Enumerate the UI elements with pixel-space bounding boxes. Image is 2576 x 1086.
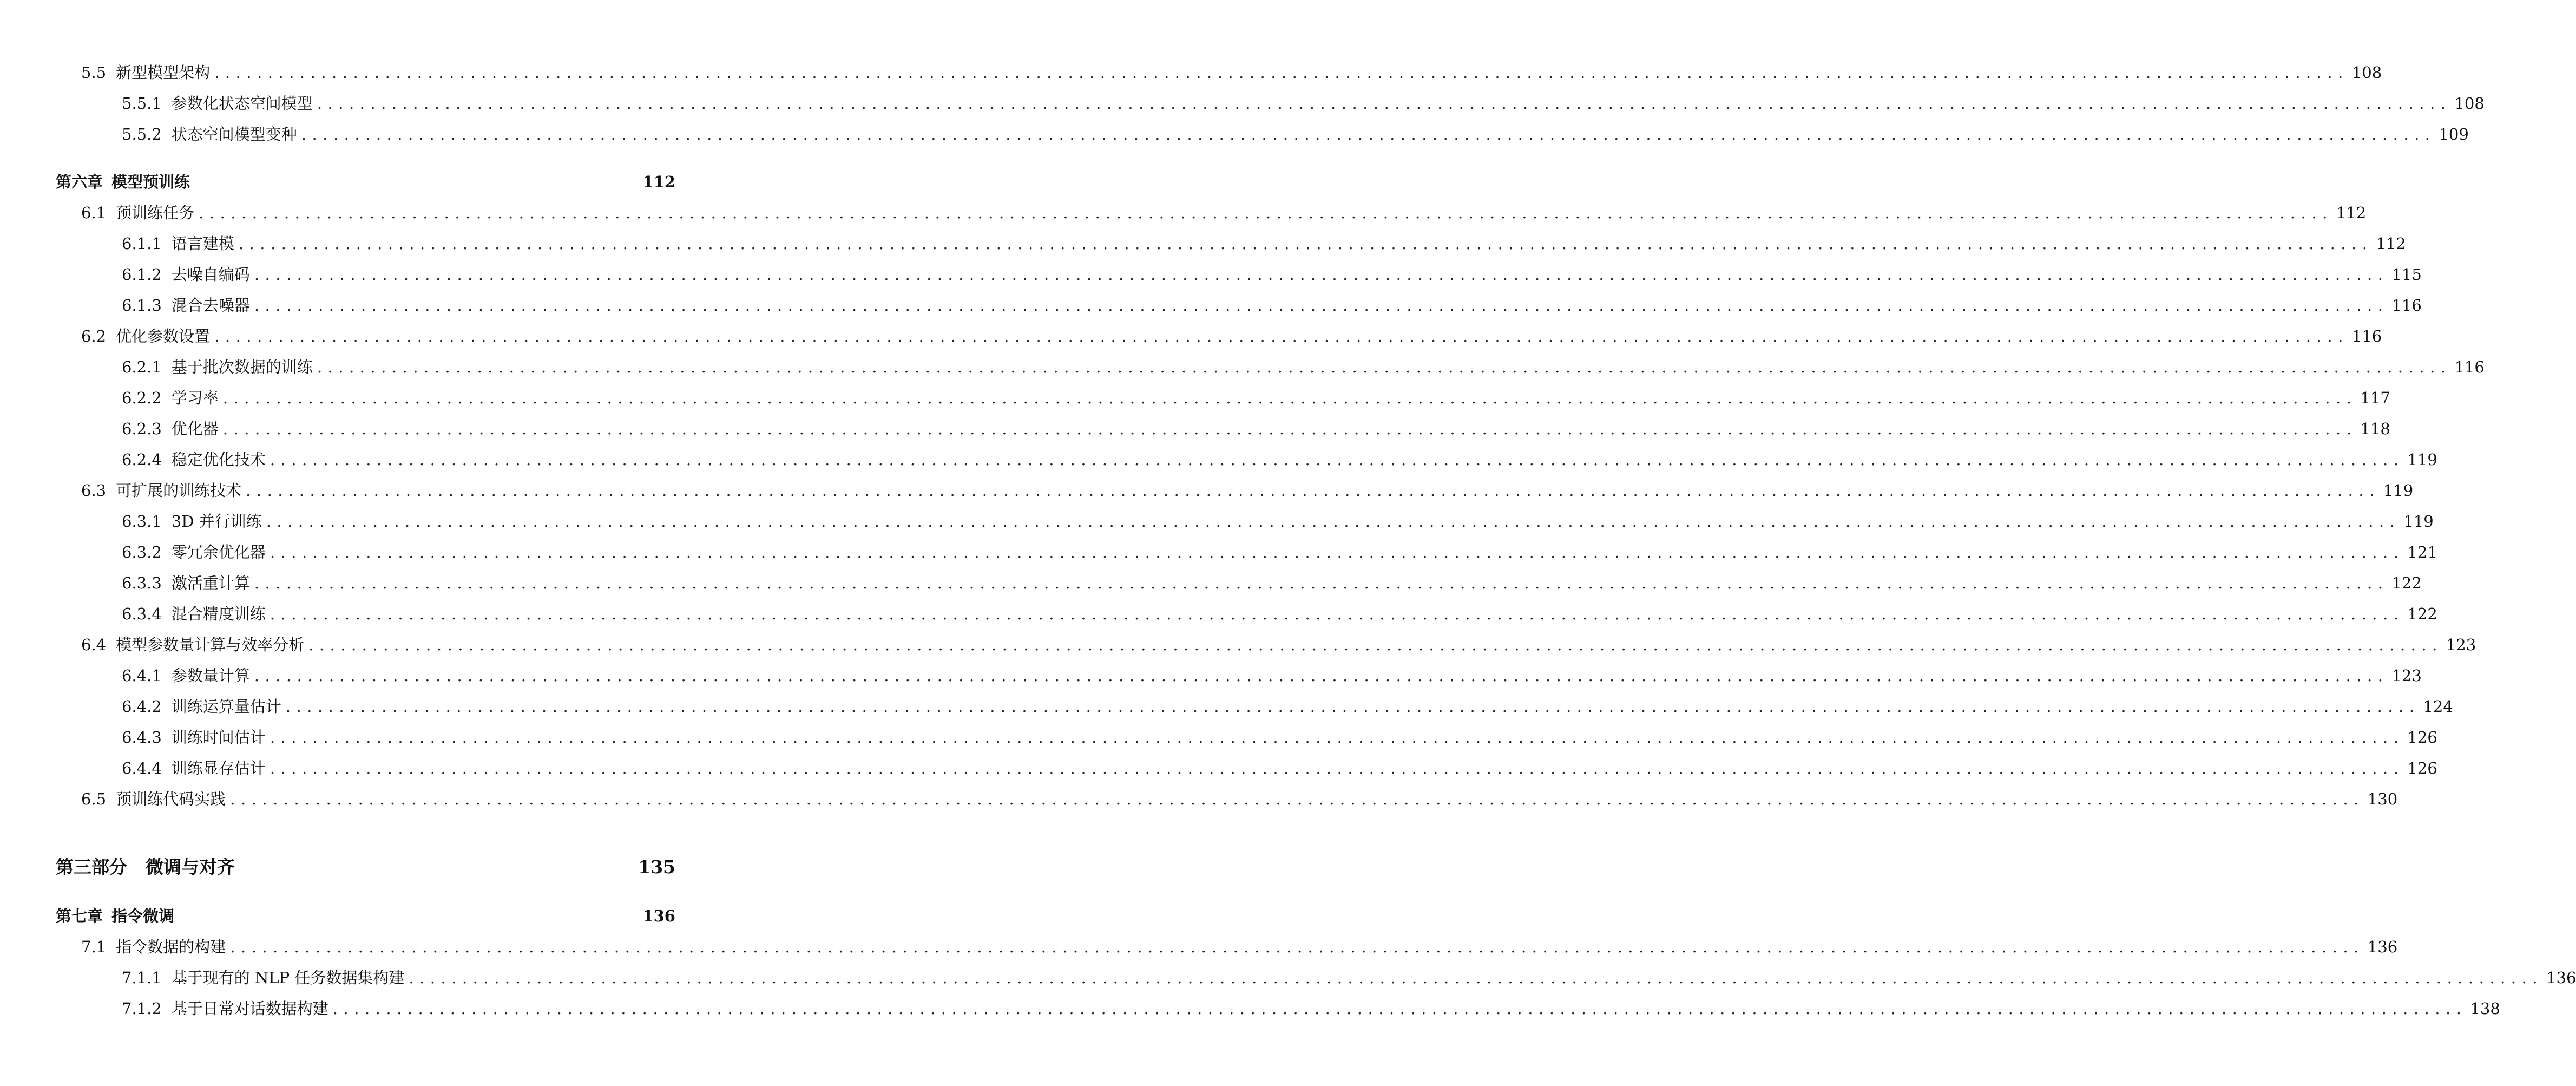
toc-entry-title: 指令微调: [111, 907, 175, 925]
toc-entry-title: 新型模型架构: [116, 63, 211, 82]
toc-entry-number: 7.1.2: [122, 999, 162, 1018]
toc-entry-sec[interactable]: [56, 325, 2382, 347]
toc-entry-number: 6.2.1: [122, 358, 162, 376]
toc-entry-sub[interactable]: [56, 233, 2406, 254]
toc-entry-sub[interactable]: [56, 387, 2390, 409]
toc-entry-title: 混合去噪器: [171, 296, 250, 315]
toc-entry-number: 6.3.2: [122, 543, 162, 561]
toc-entry-title: 可扩展的训练技术: [116, 481, 242, 500]
toc-entry-number: 6.4.4: [122, 759, 162, 777]
toc-entry-page: 135: [638, 856, 675, 878]
toc-entry-page: 121: [2407, 543, 2437, 561]
toc-entry-title: 预训练代码实践: [116, 790, 226, 808]
toc-entry-sec[interactable]: [56, 634, 2476, 656]
toc-entry-title: 模型预训练: [111, 173, 190, 191]
toc-entry-number: 6.4.3: [122, 728, 162, 747]
toc-dot-leader: ........................................................................................................................................................................................................: [266, 512, 2401, 531]
toc-entry-number: 6.4.2: [122, 697, 162, 716]
toc-entry-title: 学习率: [171, 389, 219, 407]
toc-entry-page: 136: [2367, 938, 2398, 956]
toc-entry-page: 108: [2351, 63, 2382, 82]
toc-dot-leader: ........................................................................................................................................................................................................: [409, 969, 2544, 987]
toc-entry-sec[interactable]: [56, 480, 2414, 501]
toc-entry-sub[interactable]: [56, 572, 2422, 594]
toc-dot-leader: ........................................................................................................................................................................................................: [332, 999, 2467, 1018]
toc-entry-page: 116: [2454, 358, 2485, 376]
toc-entry-title: 训练时间估计: [171, 728, 266, 747]
toc-entry-sub[interactable]: [56, 603, 2437, 625]
toc-entry-number: 7.1.1: [122, 969, 162, 987]
toc-entry-page: 116: [2351, 327, 2382, 345]
toc-entry-page: 119: [2383, 481, 2414, 500]
toc-entry-number: 5.5: [81, 63, 107, 82]
toc-entry-sub[interactable]: [56, 541, 2437, 563]
toc-entry-page: 116: [2391, 296, 2422, 315]
toc-entry-sub[interactable]: [56, 356, 2485, 378]
toc-entry-sub[interactable]: [56, 123, 2469, 145]
toc-entry-number: 6.1.3: [122, 296, 162, 315]
toc-entry-part[interactable]: [56, 856, 675, 878]
toc-entry-page: 115: [2391, 265, 2422, 284]
toc-dot-leader: ........................................................................................................................................................................................................: [317, 358, 2452, 376]
toc-entry-title: 语言建模: [171, 234, 234, 253]
toc-dot-leader: ........................................................................................................................................................................................................: [246, 481, 2380, 500]
toc-entry-number: 6.3.1: [122, 512, 162, 531]
toc-entry-page: 117: [2360, 389, 2390, 407]
toc-dot-leader: ........................................................................................................................................................................................................: [270, 605, 2404, 623]
toc-entry-sub[interactable]: [56, 967, 2576, 989]
toc-dot-leader: ........................................................................................................................................................................................................: [270, 450, 2404, 469]
toc-entry-page: 118: [2360, 420, 2390, 438]
toc-entry-chap[interactable]: [56, 171, 675, 193]
toc-entry-sub[interactable]: [56, 295, 2422, 316]
toc-entry-title: 优化器: [171, 420, 219, 438]
toc-dot-leader: ........................................................................................................................................................................................................: [238, 234, 2373, 253]
toc-entry-page: 126: [2407, 728, 2437, 747]
toc-entry-number: 7.1: [81, 938, 107, 956]
toc-entry-title: 参数化状态空间模型: [171, 94, 313, 113]
toc-entry-title: 稳定优化技术: [171, 450, 266, 469]
toc-dot-leader: ........................................................................................................................................................................................................: [230, 790, 2364, 808]
toc-entry-number: 第七章: [56, 907, 103, 925]
toc-entry-page: 119: [2407, 450, 2437, 469]
toc-entry-sub[interactable]: [56, 511, 2434, 532]
toc-entry-title: 去噪自编码: [171, 265, 250, 284]
toc-entry-title: 状态空间模型变种: [171, 125, 297, 143]
toc-entry-title: 预训练任务: [116, 204, 195, 222]
toc-dot-leader: ........................................................................................................................................................................................................: [230, 938, 2364, 956]
toc-dot-leader: ........................................................................................................................................................................................................: [199, 204, 2333, 222]
toc-entry-sub[interactable]: [56, 264, 2422, 285]
toc-entry-sec[interactable]: [56, 202, 2367, 224]
toc-entry-number: 第六章: [56, 173, 103, 191]
toc-entry-title: 参数量计算: [171, 666, 250, 685]
toc-entry-number: 6.1: [81, 204, 107, 222]
toc-entry-sub[interactable]: [56, 757, 2437, 779]
toc-entry-title: 指令数据的构建: [116, 938, 226, 956]
toc-dot-leader: ........................................................................................................................................................................................................: [254, 296, 2389, 315]
toc-entry-title: 3D 并行训练: [171, 512, 262, 531]
toc-entry-page: 126: [2407, 759, 2437, 777]
toc-entry-sub[interactable]: [56, 93, 2485, 114]
toc-entry-number: 6.5: [81, 790, 107, 808]
toc-entry-sub[interactable]: [56, 998, 2500, 1019]
toc-entry-number: 第三部分: [56, 856, 127, 878]
toc-dot-leader: ........................................................................................................................................................................................................: [270, 543, 2404, 561]
toc-entry-number: 6.2: [81, 327, 107, 345]
toc-dot-leader: ........................................................................................................................................................................................................: [254, 666, 2389, 685]
toc-entry-sub[interactable]: [56, 696, 2453, 717]
toc-entry-sub[interactable]: [56, 418, 2390, 440]
toc-entry-number: 6.2.4: [122, 450, 162, 469]
toc-entry-number: 6.4: [81, 636, 107, 654]
toc-entry-sub[interactable]: [56, 665, 2422, 686]
toc-dot-leader: ........................................................................................................................................................................................................: [301, 125, 2436, 143]
toc-entry-page: 124: [2423, 697, 2453, 716]
toc-dot-leader: ........................................................................................................................................................................................................: [214, 63, 2349, 82]
toc-dot-leader: ........................................................................................................................................................................................................: [222, 389, 2357, 407]
toc-dot-leader: ........................................................................................................................................................................................................: [285, 697, 2420, 716]
toc-entry-page: 119: [2403, 512, 2434, 531]
toc-entry-number: 6.3.3: [122, 574, 162, 592]
toc-dot-leader: ........................................................................................................................................................................................................: [270, 759, 2404, 777]
toc-entry-number: 5.5.2: [122, 125, 162, 143]
toc-dot-leader: ........................................................................................................................................................................................................: [254, 265, 2389, 284]
toc-entry-chap[interactable]: [56, 905, 675, 927]
toc-entry-page: 138: [2470, 999, 2500, 1018]
toc-entry-number: 6.2.2: [122, 389, 162, 407]
toc-entry-number: 6.3: [81, 481, 107, 500]
toc-entry-title: 模型参数量计算与效率分析: [116, 636, 305, 654]
toc-entry-title: 混合精度训练: [171, 605, 266, 623]
toc-entry-page: 123: [2446, 636, 2476, 654]
toc-dot-leader: ........................................................................................................................................................................................................: [317, 94, 2452, 113]
toc-entry-title: 基于现有的 NLP 任务数据集构建: [171, 969, 405, 987]
toc-entry-number: 6.2.3: [122, 420, 162, 438]
toc-entry-number: 5.5.1: [122, 94, 162, 113]
toc-entry-page: 136: [2546, 969, 2576, 987]
toc-entry-title: 基于日常对话数据构建: [171, 999, 328, 1018]
toc-dot-leader: ........................................................................................................................................................................................................: [308, 636, 2443, 654]
toc-dot-leader: ........................................................................................................................................................................................................: [214, 327, 2349, 345]
toc-entry-page: 122: [2391, 574, 2422, 592]
toc-entry-page: 130: [2367, 790, 2398, 808]
toc-entry-page: 108: [2454, 94, 2485, 113]
toc-entry-title: 激活重计算: [171, 574, 250, 592]
toc-entry-title: 微调与对齐: [146, 856, 235, 878]
toc-entry-page: 136: [642, 907, 675, 925]
toc-entry-sub[interactable]: [56, 449, 2437, 470]
toc-dot-leader: ........................................................................................................................................................................................................: [254, 574, 2389, 592]
toc-entry-sec[interactable]: [56, 62, 2382, 83]
toc-entry-title: 零冗余优化器: [171, 543, 266, 561]
toc-entry-number: 6.1.1: [122, 234, 162, 253]
toc-entry-number: 6.4.1: [122, 666, 162, 685]
toc-entry-title: 优化参数设置: [116, 327, 211, 345]
toc-entry-sec[interactable]: [56, 936, 2398, 958]
toc-dot-leader: ........................................................................................................................................................................................................: [222, 420, 2357, 438]
toc-entry-sec[interactable]: [56, 788, 2398, 810]
toc-entry-title: 训练显存估计: [171, 759, 266, 777]
toc-entry-number: 6.3.4: [122, 605, 162, 623]
toc-entry-page: 112: [2336, 204, 2367, 222]
toc-entry-page: 122: [2407, 605, 2437, 623]
toc-entry-page: 109: [2439, 125, 2469, 143]
toc-entry-page: 112: [642, 173, 675, 191]
toc-entry-sub[interactable]: [56, 727, 2437, 748]
toc-entry-number: 6.1.2: [122, 265, 162, 284]
toc-dot-leader: ........................................................................................................................................................................................................: [270, 728, 2404, 747]
toc-entry-title: 训练运算量估计: [171, 697, 281, 716]
toc-entry-page: 123: [2391, 666, 2422, 685]
toc-entry-page: 112: [2376, 234, 2406, 253]
toc-entry-title: 基于批次数据的训练: [171, 358, 313, 376]
